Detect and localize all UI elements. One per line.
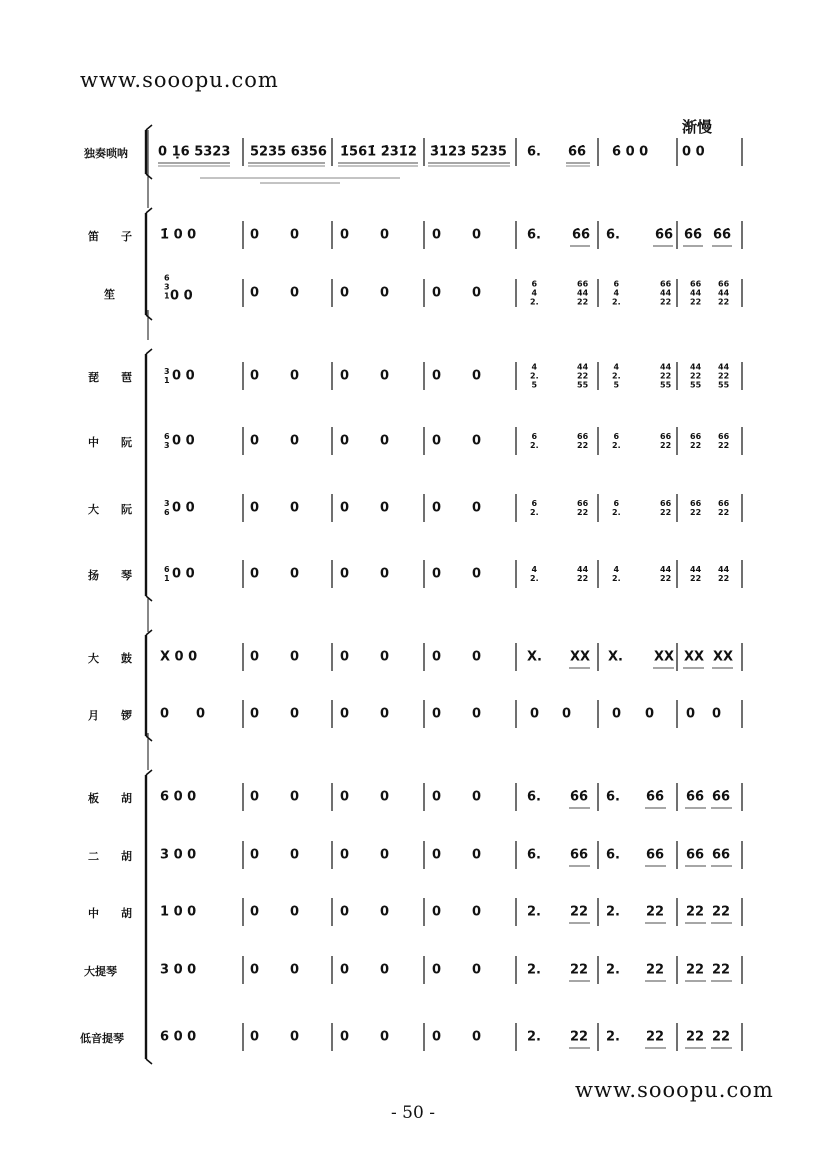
note: 2.	[527, 1029, 541, 1045]
chord: 6 4 2.	[612, 279, 621, 307]
note: 66	[646, 847, 665, 863]
chord: 44 22 55	[660, 362, 672, 390]
staff-line	[146, 208, 152, 213]
chord: 3 6	[164, 499, 170, 517]
chord: 66 22	[577, 432, 589, 450]
instrument-label: 大 鼓	[88, 652, 132, 665]
note: 6̇6̇	[655, 227, 674, 243]
note: 0	[432, 285, 442, 301]
chord: 44 22 55	[718, 362, 730, 390]
note: 2.	[606, 962, 620, 978]
note: 0	[562, 706, 572, 722]
note: X 0 0	[160, 649, 198, 665]
note: 0	[472, 706, 482, 722]
chord: 6 2.	[612, 499, 621, 517]
note: 0	[250, 227, 260, 243]
note: 22	[646, 904, 665, 920]
chord: 6 2.	[530, 499, 539, 517]
note: 0	[380, 566, 390, 582]
note: 6.	[527, 144, 541, 160]
note: 0	[290, 433, 300, 449]
chord: 44 22	[660, 565, 672, 583]
chord: 66 22	[690, 499, 702, 517]
note: 0 0	[172, 566, 195, 582]
note: 0	[290, 566, 300, 582]
note: 0	[472, 433, 482, 449]
note: 0	[290, 847, 300, 863]
chord: 6 4 2.	[530, 279, 539, 307]
note: 22	[712, 1029, 731, 1045]
note: 22	[686, 904, 705, 920]
note: 2.	[527, 904, 541, 920]
note: 2.	[606, 1029, 620, 1045]
note: 0 0	[172, 368, 195, 384]
chord: 66 22	[660, 499, 672, 517]
note: 0	[290, 706, 300, 722]
note: 0	[472, 566, 482, 582]
note: 0	[250, 433, 260, 449]
note: 0	[432, 706, 442, 722]
note: 0	[380, 706, 390, 722]
note: 3̇123 5̇235	[430, 144, 507, 160]
note: 0	[340, 789, 350, 805]
instrument-label: 低音提琴	[80, 1032, 124, 1045]
note: 6̇6̇	[686, 789, 705, 805]
instrument-label: 二 胡	[88, 850, 132, 863]
note: 6̇6̇	[646, 789, 665, 805]
note: 3 0 0	[160, 847, 197, 863]
chord: 66 22	[718, 432, 730, 450]
note: 0 0	[170, 288, 193, 304]
note: 0	[290, 368, 300, 384]
instrument-label: 中 阮	[88, 436, 132, 449]
note: 6̇6̇	[568, 144, 587, 160]
note: 0	[472, 649, 482, 665]
chord: 66 22	[690, 432, 702, 450]
note: 0	[472, 368, 482, 384]
note: 0	[340, 500, 350, 516]
note: 0	[380, 847, 390, 863]
note: 0	[290, 1029, 300, 1045]
note: 6̇6̇	[712, 789, 731, 805]
chord: 66 22	[718, 499, 730, 517]
note: 0	[196, 706, 206, 722]
chord: 66 44 22	[718, 279, 730, 307]
note: 0	[250, 566, 260, 582]
note: 0	[380, 1029, 390, 1045]
note: 0	[250, 285, 260, 301]
note: 0	[250, 789, 260, 805]
note: 22	[570, 1029, 589, 1045]
note: 22	[712, 962, 731, 978]
chord: 3 1	[164, 367, 170, 385]
note: 0	[250, 368, 260, 384]
chord: 4 2.	[612, 565, 621, 583]
note: 66	[712, 847, 731, 863]
chord: 66 44 22	[690, 279, 702, 307]
note: 0	[340, 433, 350, 449]
note: 0 0	[172, 500, 195, 516]
note: 0	[432, 227, 442, 243]
note: 0	[432, 847, 442, 863]
note: 0	[340, 649, 350, 665]
note: 0	[250, 847, 260, 863]
note: 0	[250, 962, 260, 978]
note: 0	[612, 706, 622, 722]
note: 0	[432, 904, 442, 920]
note: 0	[380, 433, 390, 449]
chord: 6 3 1	[164, 273, 170, 301]
staff-line	[146, 596, 152, 601]
note: 0	[340, 706, 350, 722]
instrument-label: 独奏唢呐	[84, 147, 128, 160]
instrument-label: 笙	[104, 288, 115, 301]
note: 0	[432, 433, 442, 449]
note: X.	[527, 649, 542, 665]
note: 5235 6356	[250, 144, 327, 160]
note: 6̇6̇	[684, 227, 703, 243]
staff-line	[146, 736, 152, 741]
chord: 4 2. 5	[612, 362, 621, 390]
note: 0	[380, 285, 390, 301]
note: 6.	[606, 847, 620, 863]
note: 66	[570, 847, 589, 863]
note: 0	[380, 368, 390, 384]
note: 0	[432, 1029, 442, 1045]
note: 0	[432, 962, 442, 978]
note: 22	[712, 904, 731, 920]
note: 0	[340, 847, 350, 863]
note: XX	[570, 649, 591, 665]
note: XX	[684, 649, 705, 665]
note: XX	[713, 649, 734, 665]
note: 6̇ 0 0	[612, 144, 649, 160]
chord: 44 22	[690, 565, 702, 583]
note: 22	[570, 962, 589, 978]
note: 0	[250, 706, 260, 722]
chord: 66 44 22	[660, 279, 672, 307]
note: 0	[160, 706, 170, 722]
note: 0	[432, 649, 442, 665]
note: 0	[380, 500, 390, 516]
chord: 4 2. 5	[530, 362, 539, 390]
instrument-label: 板 胡	[88, 792, 132, 805]
page-number: - 50 -	[391, 1103, 435, 1123]
note: 0	[472, 847, 482, 863]
note: 0	[686, 706, 696, 722]
note: 0	[432, 789, 442, 805]
note: 22	[686, 962, 705, 978]
note: 6.	[527, 789, 541, 805]
note: 22	[646, 1029, 665, 1045]
note: 22	[686, 1029, 705, 1045]
note: 0	[472, 789, 482, 805]
watermark-top: www.sooopu.com	[80, 68, 279, 92]
note: 6.	[606, 789, 620, 805]
note: 0	[380, 962, 390, 978]
note: 6.	[606, 227, 620, 243]
instrument-label: 琵 琶	[88, 371, 132, 384]
note: 0	[530, 706, 540, 722]
instrument-label: 大提琴	[84, 965, 117, 978]
note: 0	[290, 789, 300, 805]
note: 2.	[606, 904, 620, 920]
note: 0	[432, 566, 442, 582]
note: 0	[290, 500, 300, 516]
note: 0	[472, 285, 482, 301]
note: 0	[472, 1029, 482, 1045]
instrument-label: 扬 琴	[88, 569, 132, 582]
note: 0	[250, 649, 260, 665]
note: 0	[380, 227, 390, 243]
note: 0	[645, 706, 655, 722]
note: 0	[380, 789, 390, 805]
note: 6̇6̇	[713, 227, 732, 243]
note: 0	[472, 500, 482, 516]
note: 0	[340, 1029, 350, 1045]
note: 22	[570, 904, 589, 920]
note: 0	[472, 962, 482, 978]
note: 0	[250, 1029, 260, 1045]
note: 0 1̣6 5323	[158, 144, 231, 160]
chord: 6 1	[164, 565, 170, 583]
note: 0	[290, 227, 300, 243]
chord: 44 22	[577, 565, 589, 583]
instrument-label: 笛 子	[88, 230, 132, 243]
chord: 6 2.	[530, 432, 539, 450]
chord: 4 2.	[530, 565, 539, 583]
note: 0	[290, 285, 300, 301]
chord: 6 3	[164, 432, 170, 450]
note: 0 0	[172, 433, 195, 449]
note: X.	[608, 649, 623, 665]
note: 1̇561̇ 2̇31̇2	[340, 144, 417, 160]
staff-line	[146, 770, 152, 775]
staff-line	[146, 630, 152, 635]
note: 0	[290, 649, 300, 665]
note: 0	[340, 368, 350, 384]
note: 0	[340, 227, 350, 243]
note: 6 0 0	[160, 1029, 197, 1045]
note: 6̇6̇	[570, 789, 589, 805]
chord: 66 44 22	[577, 279, 589, 307]
note: 22	[646, 962, 665, 978]
staff-line	[146, 125, 152, 130]
note: 66	[686, 847, 705, 863]
note: 1̇ 0 0	[160, 227, 197, 243]
note: 0	[380, 904, 390, 920]
staff-line	[146, 349, 152, 354]
note: 1 0 0	[160, 904, 197, 920]
note: 6.	[527, 847, 541, 863]
chord: 44 22 55	[577, 362, 589, 390]
tempo-marking: 渐慢	[682, 118, 713, 136]
note: 0	[250, 500, 260, 516]
note: 0	[432, 500, 442, 516]
staff-line	[146, 1059, 152, 1064]
note: 0	[290, 962, 300, 978]
note: 0	[472, 227, 482, 243]
note: 6.	[527, 227, 541, 243]
instrument-label: 中 胡	[88, 907, 132, 920]
chord: 44 22 55	[690, 362, 702, 390]
note: 0	[340, 904, 350, 920]
chord: 44 22	[718, 565, 730, 583]
note: 0	[472, 904, 482, 920]
note: 2.	[527, 962, 541, 978]
note: XX	[654, 649, 675, 665]
note: 6̇6̇	[572, 227, 591, 243]
note: 0	[380, 649, 390, 665]
chord: 6 2.	[612, 432, 621, 450]
instrument-label: 大 阮	[88, 503, 132, 516]
note: 0	[340, 962, 350, 978]
note: 0	[432, 368, 442, 384]
chord: 66 22	[577, 499, 589, 517]
note: 0	[340, 285, 350, 301]
chord: 66 22	[660, 432, 672, 450]
note: 3 0 0	[160, 962, 197, 978]
note: 6 0 0	[160, 789, 197, 805]
note: 0	[340, 566, 350, 582]
note: 0 0	[682, 144, 705, 160]
note: 0	[712, 706, 722, 722]
staff-line	[146, 315, 152, 320]
instrument-label: 月 锣	[88, 709, 132, 722]
watermark-bottom: www.sooopu.com	[575, 1078, 774, 1102]
staff-line	[146, 174, 152, 179]
note: 0	[290, 904, 300, 920]
note: 0	[250, 904, 260, 920]
